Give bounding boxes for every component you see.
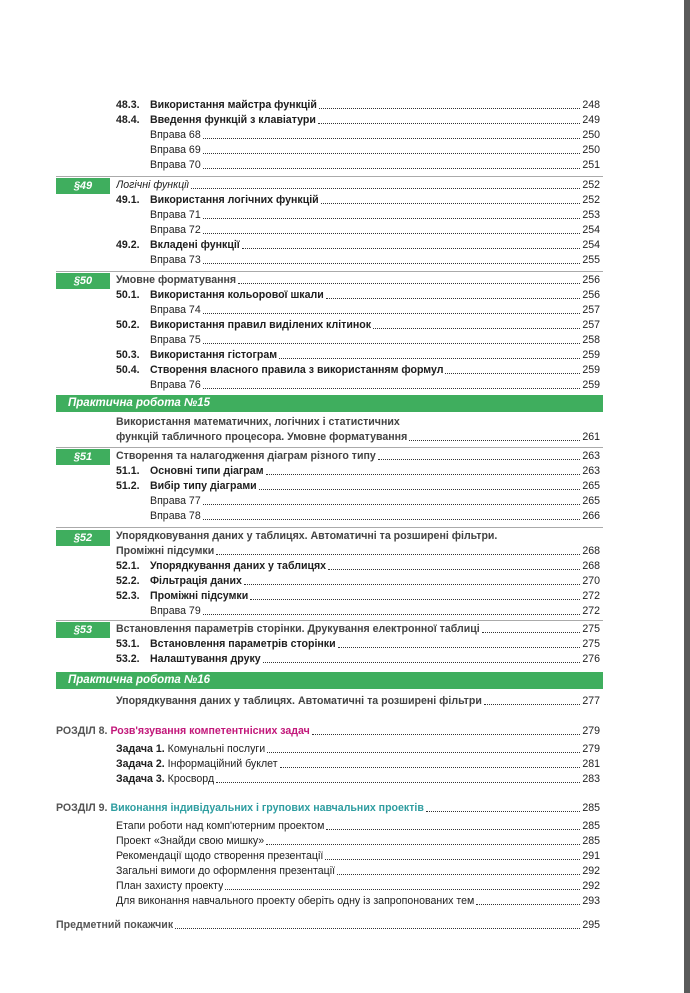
toc-task[interactable]: Задача 3. Кросворд 283 [116,773,600,785]
practical-work-banner: Практична робота №15 [56,395,603,412]
dot-leader [203,613,581,615]
toc-entry[interactable]: Проект «Знайди свою мишку» 285 [116,835,600,847]
dot-leader [203,232,581,234]
toc-entry[interactable]: 50.1. Використання кольорової шкали 256 [116,289,600,301]
toc-exercise[interactable]: Вправа 74 257 [150,304,600,316]
dot-leader [203,342,581,344]
toc-entry[interactable]: Етапи роботи над комп'ютерним проектом 285 [116,820,600,832]
section-badge: §49 [56,178,110,194]
dot-leader [445,372,580,374]
section-badge: §50 [56,273,110,289]
dot-leader [266,843,580,845]
practical-work-title[interactable]: Використання математичних, логічних і статистичних [116,416,400,428]
dot-leader [312,733,581,735]
toc-exercise[interactable]: Вправа 71 253 [150,209,600,221]
toc-exercise[interactable]: Вправа 78 266 [150,510,600,522]
toc-section-heading[interactable]: Створення та налагодження діаграм різного типу 263 [116,450,600,462]
toc-entry[interactable]: 51.1. Основні типи діаграм 263 [116,465,600,477]
toc-entry[interactable]: Рекомендації щодо створення презентації 291 [116,850,600,862]
toc-entry[interactable]: 48.3. Використання майстра функцій 248 [116,99,600,111]
dot-leader [373,327,580,329]
chapter-heading[interactable]: РОЗДІЛ 8. Розв'язування компетентнісних задач 279 [56,725,600,737]
dot-leader [238,282,580,284]
toc-entry[interactable]: 48.4. Введення функцій з клавіатури 249 [116,114,600,126]
toc-entry[interactable]: 50.4. Створення власного правила з використанням формул 259 [116,364,600,376]
dot-leader [203,137,581,139]
dot-leader [482,631,581,633]
dot-leader [337,873,580,875]
dot-leader [175,927,580,929]
dot-leader [326,828,580,830]
dot-leader [484,703,580,705]
toc-entry[interactable]: 53.1. Встановлення параметрів сторінки 275 [116,638,600,650]
toc-entry[interactable]: План захисту проекту 292 [116,880,600,892]
practical-work-banner: Практична робота №16 [56,672,603,689]
dot-leader [319,107,580,109]
dot-leader [203,262,581,264]
dot-leader [279,357,580,359]
toc-task[interactable]: Задача 1. Комунальні послуги 279 [116,743,600,755]
section-badge: §52 [56,530,110,546]
dot-leader [267,751,580,753]
toc-index-entry[interactable]: Предметний покажчик 295 [56,919,600,931]
toc-exercise[interactable]: Вправа 72 254 [150,224,600,236]
section-title[interactable]: Упорядковування даних у таблицях. Автоматичні та розширені фільтри. [116,530,498,542]
dot-leader [328,568,580,570]
section-badge: §51 [56,449,110,465]
dot-leader [203,312,581,314]
dot-leader [242,247,581,249]
toc-entry[interactable]: Упорядкування даних у таблицях. Автоматичні та розширені фільтри 277 [116,695,600,707]
toc-exercise[interactable]: Вправа 73 255 [150,254,600,266]
section-badge: §53 [56,622,110,638]
toc-exercise[interactable]: Вправа 77 265 [150,495,600,507]
toc-entry[interactable]: 52.3. Проміжні підсумки 272 [116,590,600,602]
toc-exercise[interactable]: Вправа 70 251 [150,159,600,171]
dot-leader [203,518,581,520]
toc-section-heading[interactable]: Логічні функції 252 [116,179,600,191]
dot-leader [203,152,581,154]
dot-leader [321,202,581,204]
dot-leader [378,458,581,460]
dot-leader [216,553,580,555]
dot-leader [263,661,581,663]
toc-exercise[interactable]: Вправа 75 258 [150,334,600,346]
toc-section-heading[interactable]: Встановлення параметрів сторінки. Друкування електронної таблиці 275 [116,623,600,635]
section-divider [56,527,603,528]
toc-entry[interactable]: функцій табличного процесора. Умовне форматування 261 [116,431,600,443]
toc-entry[interactable]: 52.1. Упорядкування даних у таблицях 268 [116,560,600,572]
dot-leader [476,903,580,905]
toc-section-heading[interactable]: Умовне форматування 256 [116,274,600,286]
dot-leader [280,766,581,768]
dot-leader [266,473,581,475]
toc-entry[interactable]: 51.2. Вибір типу діаграми 265 [116,480,600,492]
dot-leader [259,488,581,490]
dot-leader [203,217,581,219]
dot-leader [318,122,580,124]
toc-entry[interactable]: 49.2. Вкладені функції 254 [116,239,600,251]
toc-entry[interactable]: 49.1. Використання логічних функцій 252 [116,194,600,206]
dot-leader [191,187,580,189]
dot-leader [203,503,581,505]
dot-leader [203,387,581,389]
toc-entry[interactable]: Загальні вимоги до оформлення презентації 292 [116,865,600,877]
dot-leader [409,439,580,441]
toc-entry[interactable]: Проміжні підсумки 268 [116,545,600,557]
dot-leader [225,888,580,890]
toc-exercise[interactable]: Вправа 76 259 [150,379,600,391]
dot-leader [426,810,580,812]
toc-exercise[interactable]: Вправа 69 250 [150,144,600,156]
dot-leader [338,646,581,648]
toc-entry[interactable]: Для виконання навчального проекту оберіть одну із запропонованих тем 293 [116,895,600,907]
toc-exercise[interactable]: Вправа 68 250 [150,129,600,141]
chapter-heading[interactable]: РОЗДІЛ 9. Виконання індивідуальних і групових навчальних проектів 285 [56,802,600,814]
toc-entry[interactable]: 50.2. Використання правил виділених клітинок 257 [116,319,600,331]
toc-task[interactable]: Задача 2. Інформаційний буклет 281 [116,758,600,770]
dot-leader [250,598,580,600]
toc-entry[interactable]: 53.2. Налаштування друку 276 [116,653,600,665]
toc-entry[interactable]: 52.2. Фільтрація даних 270 [116,575,600,587]
dot-leader [244,583,580,585]
dot-leader [325,858,580,860]
dot-leader [216,781,580,783]
dot-leader [203,167,581,169]
toc-exercise[interactable]: Вправа 79 272 [150,605,600,617]
toc-entry[interactable]: 50.3. Використання гістограм 259 [116,349,600,361]
dot-leader [326,297,581,299]
